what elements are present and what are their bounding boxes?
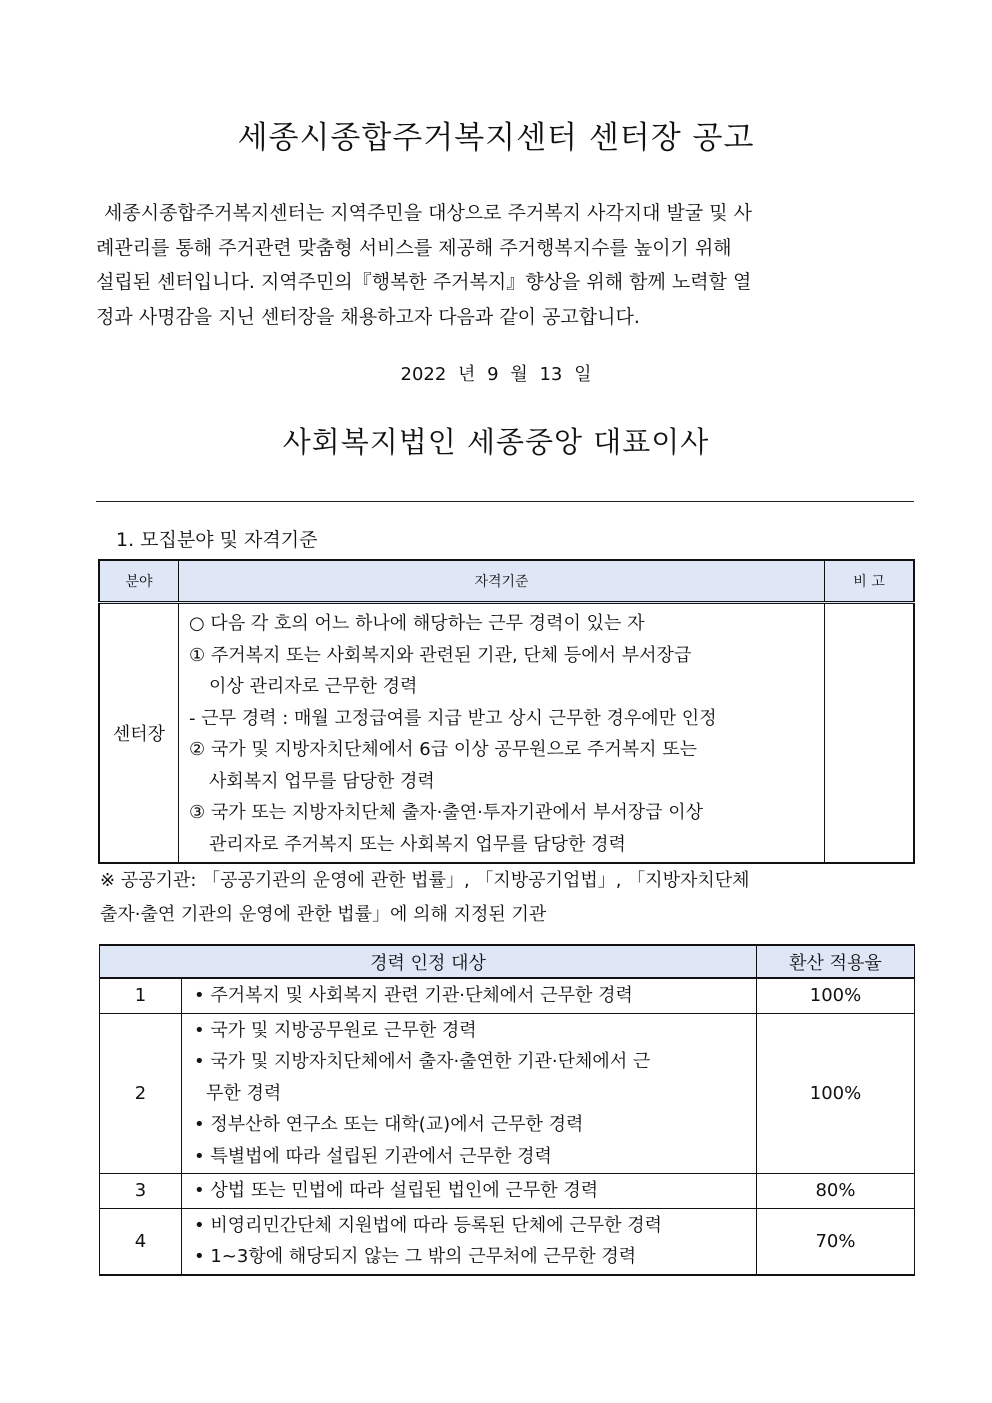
criteria-line: 관리자로 주거복지 또는 사회복지 업무를 담당한 경력 [209,833,626,855]
row-items [182,1174,757,1209]
list-item: • 주거복지 및 사회복지 관련 기관·단체에서 근무한 경력 [194,985,633,1006]
criteria-line: 사회복지 업무를 담당한 경력 [209,770,435,792]
criteria-line: 이상 관리자로 근무한 경력 [209,676,418,697]
list-item: • 1~3항에 해당되지 않는 그 밖의 근무처에 근무한 경력 [194,1246,637,1267]
list-item: • 국가 및 지방자치단체에서 출자·출연한 기관·단체에서 근 [194,1051,651,1072]
footnote [100,864,896,932]
table-row [100,978,915,1013]
list-item: • 정부산하 연구소 또는 대학(교)에서 근무한 경력 [194,1114,584,1135]
criteria-line: - 근무 경력 : 매월 고정급여를 지급 받고 상시 근무한 경우에만 인정 [189,707,717,729]
list-item: 무한 경력 [206,1082,282,1104]
header-remarks: 비 고 [825,560,915,603]
issuing-organization: 사회복지법인 세종중앙 대표이사 [282,425,710,459]
career-table [99,944,915,1276]
row-number: 3 [100,1174,182,1209]
table-row [100,1208,915,1275]
table-row [100,1174,915,1209]
row-number: 4 [100,1208,182,1275]
list-item: • 특별법에 따라 설립된 기관에서 근무한 경력 [194,1145,552,1167]
intro-line: 정과 사명감을 지닌 센터장을 채용하고자 다음과 같이 공고합니다. [96,305,640,328]
row-number: 2 [100,1013,182,1174]
remarks-cell [825,603,915,864]
header-criteria: 자격기준 [179,560,825,603]
criteria-line: ① 주거복지 또는 사회복지와 관련된 기관, 단체 등에서 부서장급 [189,644,692,666]
row-items [182,1013,757,1174]
intro-line: 설립된 센터입니다. 지역주민의『행복한 주거복지』향상을 위해 함께 노력할 열 [96,271,752,293]
row-rate: 100% [757,978,915,1013]
list-item: • 국가 및 지방공무원로 근무한 경력 [194,1019,477,1041]
row-rate: 100% [757,1013,915,1174]
intro-paragraph [96,196,896,334]
table-row [99,603,914,864]
table-row [100,1013,915,1174]
table-header-row [100,945,915,978]
criteria-line: ③ 국가 또는 지방자치단체 출자·출연·투자기관에서 부서장급 이상 [189,802,703,823]
footnote-line: 출자·출연 기관의 운영에 관한 법률」에 의해 지정된 기관 [100,904,547,925]
intro-line: 례관리를 통해 주거관련 맞춤형 서비스를 제공해 주거행복지수를 높이기 위해 [96,236,732,259]
footnote-line: ※ 공공기관: 「공공기관의 운영에 관한 법률」, 「지방공기업법」, 「지방자치단체 [100,870,750,891]
table-header-row [99,560,914,603]
divider [96,501,914,502]
row-items [182,978,757,1013]
field-cell: 센터장 [99,603,179,864]
qualification-table [98,559,915,864]
criteria-line: ② 국가 및 지방자치단체에서 6급 이상 공무원으로 주거복지 또는 [189,739,698,760]
intro-line: 세종시종합주거복지센터는 지역주민을 대상으로 주거복지 사각지대 발굴 및 사 [104,202,752,224]
row-items [182,1208,757,1275]
criteria-line: ○ 다음 각 호의 어느 하나에 해당하는 근무 경력이 있는 자 [189,613,645,634]
header-field: 분야 [99,560,179,603]
list-item: • 비영리민간단체 지원법에 따라 등록된 단체에 근무한 경력 [194,1214,662,1236]
header-target: 경력 인정 대상 [100,945,757,978]
section-heading: 1. 모집분야 및 자격기준 [116,529,318,551]
criteria-cell [179,603,825,864]
row-rate: 80% [757,1174,915,1209]
row-number: 1 [100,978,182,1013]
header-rate: 환산 적용율 [757,945,915,978]
row-rate: 70% [757,1208,915,1275]
list-item: • 상법 또는 민법에 따라 설립된 법인에 근무한 경력 [194,1180,599,1201]
notice-date: 2022 년 9 월 13 일 [400,364,592,385]
notice-title: 세종시종합주거복지센터 센터장 공고 [237,120,755,156]
